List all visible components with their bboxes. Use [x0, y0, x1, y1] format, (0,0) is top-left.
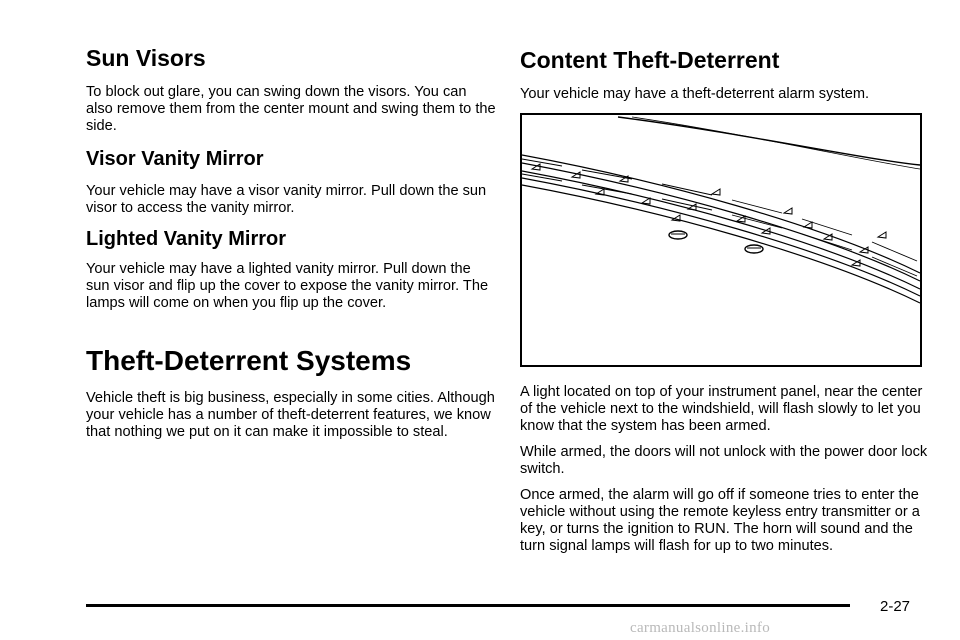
theft-systems-text: Vehicle theft is big business, especially in some cities. Although your vehicle has a number of theft-deterrent features, we know that nothing we put on it can make it impossible to steal. — [86, 390, 495, 440]
security-indicator-oval — [669, 231, 687, 239]
sun-visors-text: To block out glare, you can swing down the visors. You can also remove them from the center mount and swing them to the side. — [86, 84, 496, 134]
instrument-panel-illustration — [520, 113, 922, 367]
sensor-oval — [745, 245, 763, 253]
windshield-defrost-vents-drawing — [522, 115, 920, 365]
armed-doors-text: While armed, the doors will not unlock with the power door lock switch. — [520, 444, 928, 477]
indicator-light-text: A light located on top of your instrument panel, near the center of the vehicle next to the windshield, will flash slowly to let you know that the system has been armed. — [520, 384, 923, 434]
watermark-text: carmanualsonline.info — [630, 620, 771, 636]
footer-rule — [86, 604, 850, 607]
visor-vanity-heading: Visor Vanity Mirror — [86, 148, 264, 170]
alarm-trigger-text: Once armed, the alarm will go off if someone tries to enter the vehicle without using the remote keyless entry transmitter or a key, or turns the ignition to RUN. The horn will sound and the turn signal lamps will flash for up to two minutes. — [520, 487, 920, 554]
lighted-vanity-heading: Lighted Vanity Mirror — [86, 228, 287, 250]
sun-visors-heading: Sun Visors — [86, 45, 206, 71]
content-theft-intro: Your vehicle may have a theft-deterrent alarm system. — [520, 86, 870, 102]
theft-systems-heading: Theft-Deterrent Systems — [86, 345, 412, 376]
lighted-vanity-text: Your vehicle may have a lighted vanity mirror. Pull down the sun visor and flip up the cover to expose the vanity mirror. The lamps will come on when you flip up the cover. — [86, 261, 489, 311]
page-number: 2-27 — [880, 598, 911, 615]
visor-vanity-text: Your vehicle may have a visor vanity mirror. Pull down the sun visor to access the vanity mirror. — [86, 183, 487, 216]
content-theft-heading: Content Theft-Deterrent — [520, 47, 780, 73]
